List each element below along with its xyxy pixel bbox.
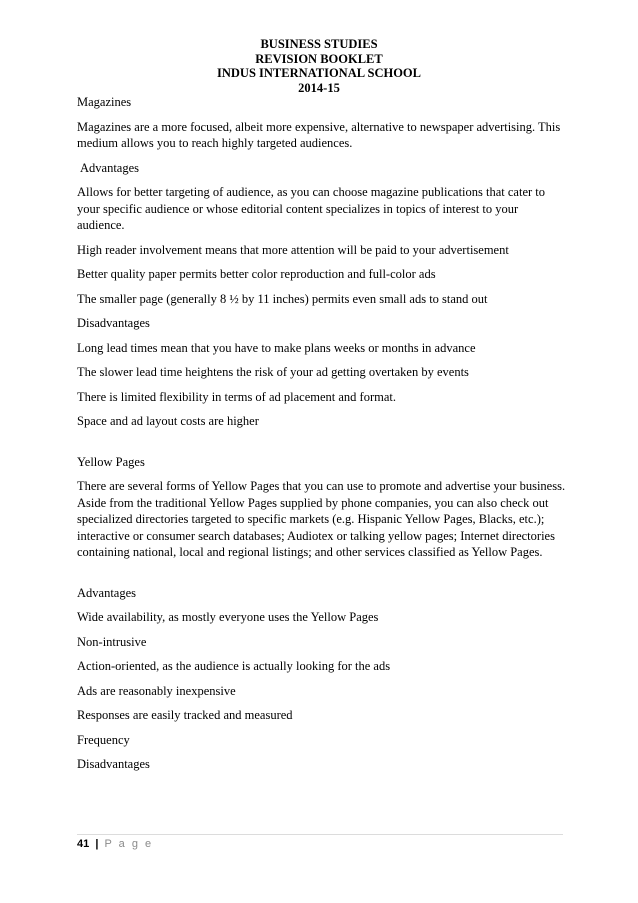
magazines-intro: Magazines are a more focused, albeit more expensive, alternative to newspaper advertising. This medium allows you to reach highly targeted audiences. [77,119,561,150]
section-spacer [77,569,567,585]
header-school: INDUS INTERNATIONAL SCHOOL [217,66,421,80]
magazines-disadvantage-item: Space and ad layout costs are higher [77,414,259,428]
yellow-pages-advantage-item: Frequency [77,732,130,747]
page-footer [77,838,153,851]
magazines-advantage-item: High reader involvement means that more attention will be paid to your advertisement [77,242,509,257]
yellow-pages-advantage-item: Non-intrusive [77,634,147,649]
magazines-disadvantages-heading: Disadvantages [77,316,150,330]
yellow-pages-advantage-item: Wide availability, as mostly everyone uses the Yellow Pages [77,610,379,624]
document-body [77,94,567,781]
yellow-pages-advantage-item: Responses are easily tracked and measured [77,708,293,722]
magazines-advantage-item: Better quality paper permits better color reproduction and full-color ads [77,267,436,281]
yellow-pages-advantage-item: Action-oriented, as the audience is actually looking for the ads [77,659,391,673]
page-label: P a g e [104,838,154,850]
page-separator: | [95,838,99,850]
footer-divider [77,834,563,835]
page-header [0,37,638,95]
magazines-advantage-item: Allows for better targeting of audience, as you can choose magazine publications that cater to your specific audience or whose editorial content specializes in topics of interest to your audience. [77,185,546,232]
magazines-disadvantage-item: Long lead times mean that you have to make plans weeks or months in advance [77,340,476,355]
magazines-heading: Magazines [77,95,132,109]
yellow-pages-disadvantages-heading: Disadvantages [77,757,150,771]
yellow-pages-advantages-heading: Advantages [77,585,137,600]
yellow-pages-heading: Yellow Pages [77,454,145,469]
magazines-disadvantage-item: The slower lead time heightens the risk of your ad getting overtaken by events [77,365,469,379]
yellow-pages-intro: There are several forms of Yellow Pages that you can use to promote and advertise your business. Aside from the traditional Yellow Pages supplied by phone companies, you can also check out specialized directories targeted to specific markets (e.g. Hispanic Yellow Pages, Blacks, etc.); interactive or consumer search databases; Audiotex or talking yellow pages; Internet directories containing national, local and regional listings; and other services classified as Yellow Pages. [77,479,566,559]
section-spacer [77,438,567,454]
page-number: 41 [77,838,90,850]
magazines-disadvantage-item: There is limited flexibility in terms of ad placement and format. [77,389,397,404]
header-year: 2014-15 [298,80,340,95]
header-booklet: REVISION BOOKLET [255,51,383,66]
magazines-advantage-item: The smaller page (generally 8 ½ by 11 inches) permits even small ads to stand out [77,291,488,306]
header-subject: BUSINESS STUDIES [260,37,378,51]
magazines-advantages-heading: Advantages [80,160,140,175]
yellow-pages-advantage-item: Ads are reasonably inexpensive [77,683,236,698]
